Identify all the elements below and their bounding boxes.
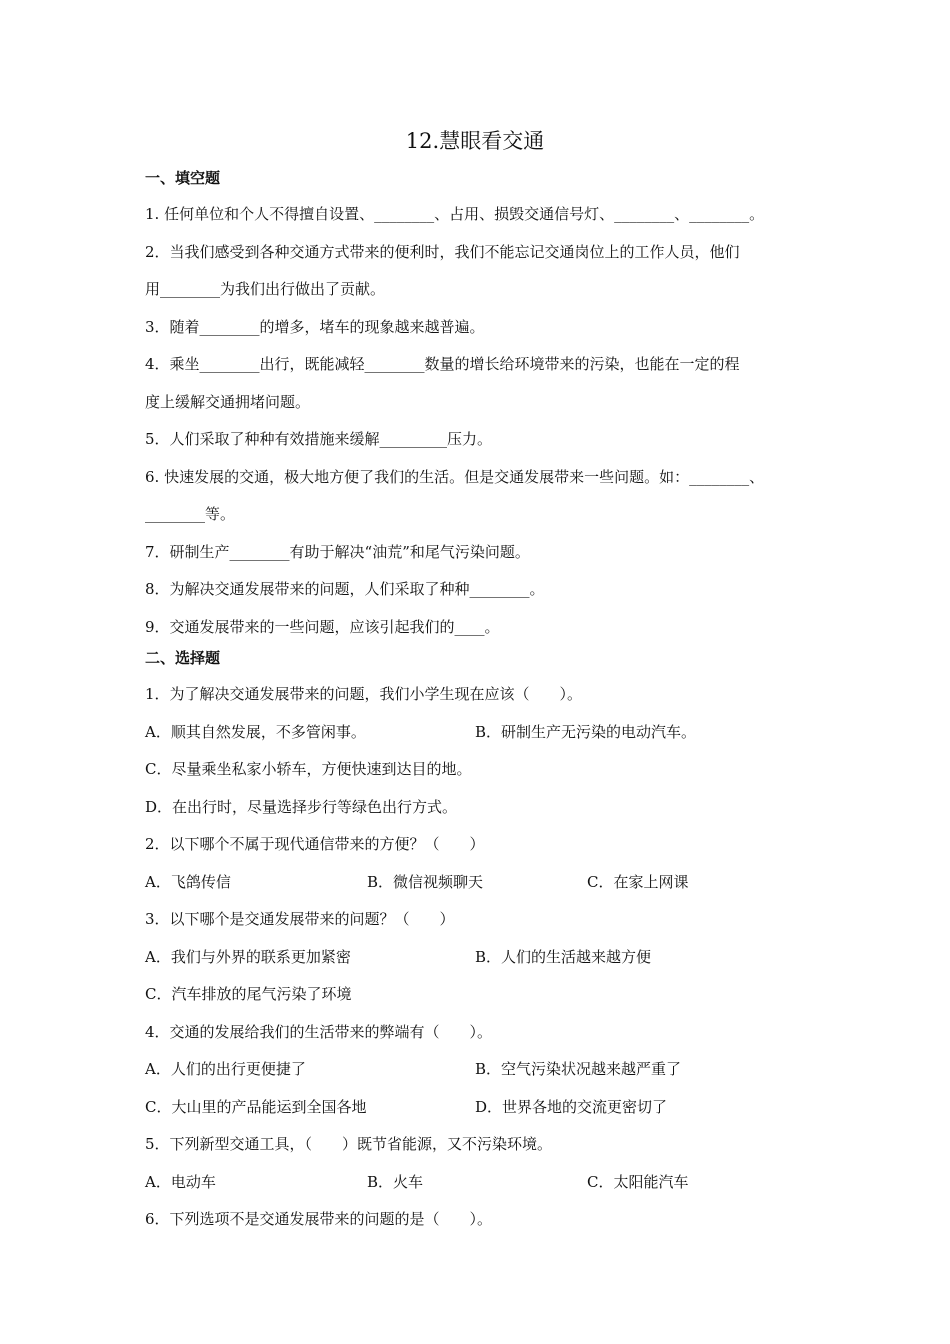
choice-question-5: 5．下列新型交通工具，（ ）既节省能源，又不污染环境。	[145, 1135, 553, 1153]
option-b: B．空气污染状况越来越严重了	[475, 1060, 682, 1078]
option-d: D．世界各地的交流更密切了	[475, 1097, 668, 1116]
option-c: C．大山里的产品能运到全国各地	[145, 1097, 367, 1116]
option-c: C．在家上网课	[587, 872, 689, 891]
choice-question-3: 3．以下哪个是交通发展带来的问题？（ ）	[145, 910, 455, 928]
choice-question-1-options-ab	[145, 714, 810, 752]
option-b: B．火车	[367, 1172, 424, 1191]
option-b: B．研制生产无污染的电动汽车。	[475, 722, 697, 741]
option-c: C．太阳能汽车	[587, 1172, 689, 1191]
fill-question-2-cont: 用________为我们出行做出了贡献。	[145, 280, 386, 298]
section-heading-fill: 一、填空题	[145, 169, 221, 187]
choice-question-4-options-ab	[145, 1051, 810, 1089]
choice-question-2: 2．以下哪个不属于现代通信带来的方便？（ ）	[145, 835, 485, 853]
option-b: B．微信视频聊天	[367, 872, 484, 891]
page-title: 12.慧眼看交通	[405, 129, 545, 153]
choice-question-4-options-cd	[145, 1089, 810, 1127]
fill-question-1: 1. 任何单位和个人不得擅自设置、________、占用、损毁交通信号灯、________、________。	[145, 205, 765, 223]
choice-question-3-options-ab	[145, 939, 810, 977]
option-a: A．我们与外界的联系更加紧密	[145, 947, 351, 966]
option-a: A．飞鸽传信	[145, 872, 231, 891]
fill-question-8: 8．为解决交通发展带来的问题，人们采取了种种________。	[145, 580, 545, 598]
option-c: C．尽量乘坐私家小轿车，方便快速到达目的地。	[145, 760, 472, 778]
fill-question-4-cont: 度上缓解交通拥堵问题。	[145, 392, 311, 411]
section-heading-choice: 二、选择题	[145, 649, 221, 667]
option-d: D．在出行时，尽量选择步行等绿色出行方式。	[145, 797, 458, 816]
choice-question-4: 4．交通的发展给我们的生活带来的弊端有（ ）。	[145, 1022, 493, 1041]
fill-question-9: 9．交通发展带来的一些问题，应该引起我们的____。	[145, 617, 500, 636]
choice-question-1: 1．为了解决交通发展带来的问题，我们小学生现在应该（ ）。	[145, 685, 583, 703]
option-a: A．电动车	[145, 1172, 216, 1191]
fill-question-2: 2．当我们感受到各种交通方式带来的便利时，我们不能忘记交通岗位上的工作人员，他们	[145, 242, 740, 261]
choice-question-5-options	[145, 1164, 810, 1202]
fill-question-4: 4．乘坐________出行，既能减轻________数量的增长给环境带来的污染，也能在一定的程	[145, 355, 740, 373]
option-b: B．人们的生活越来越方便	[475, 947, 652, 966]
choice-question-2-options	[145, 864, 810, 902]
fill-question-6-cont: ________等。	[145, 505, 236, 523]
fill-question-6: 6. 快速发展的交通，极大地方便了我们的生活。但是交通发展带来一些问题。如：________、	[145, 467, 765, 486]
choice-question-6: 6．下列选项不是交通发展带来的问题的是（ ）。	[145, 1210, 493, 1228]
option-c: C．汽车排放的尾气污染了环境	[145, 985, 352, 1003]
fill-question-7: 7．研制生产________有助于解决“油荒”和尾气污染问题。	[145, 542, 530, 561]
fill-question-3: 3．随着________的增多，堵车的现象越来越普遍。	[145, 317, 485, 336]
option-a: A．顺其自然发展，不多管闲事。	[145, 722, 366, 741]
fill-question-5: 5．人们采取了种种有效措施来缓解_________压力。	[145, 430, 493, 448]
option-a: A．人们的出行更便捷了	[145, 1060, 306, 1078]
worksheet-content	[145, 166, 810, 1239]
